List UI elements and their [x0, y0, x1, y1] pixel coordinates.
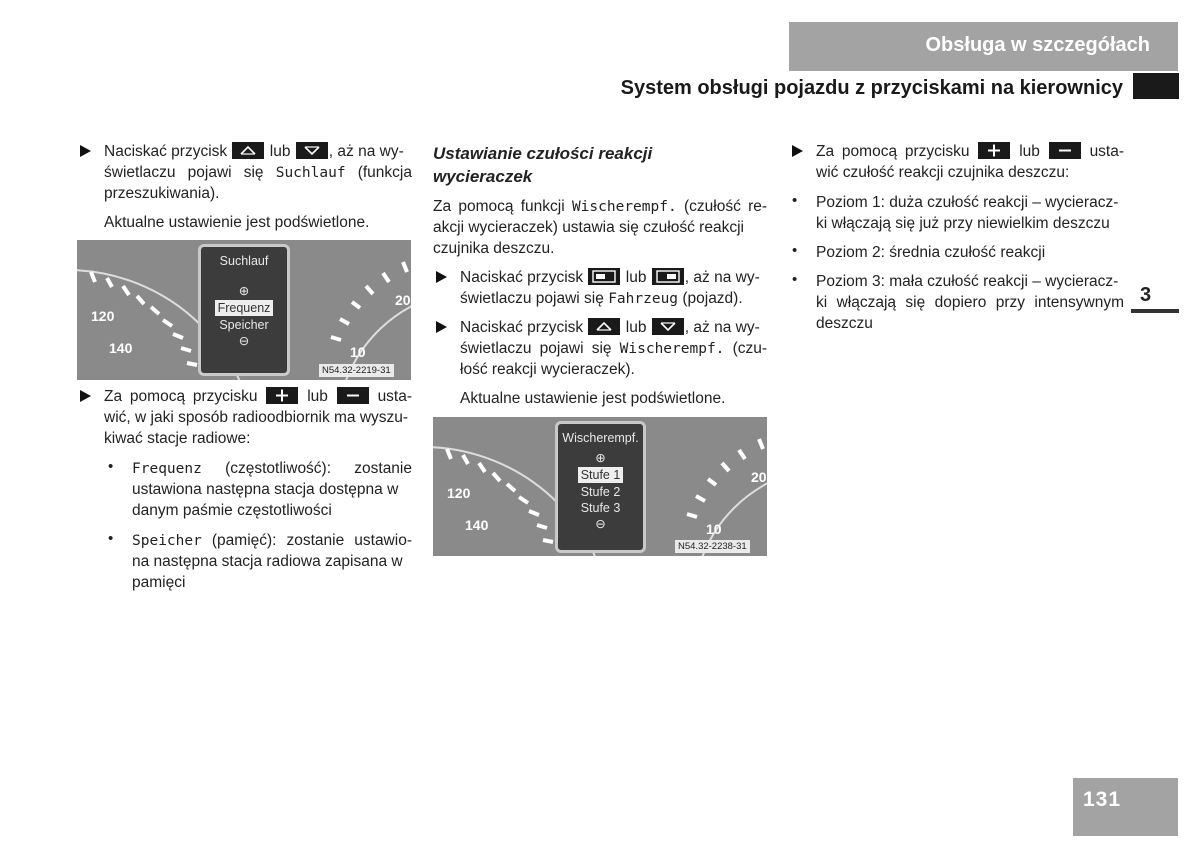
- plus-circle-icon: ⊕: [238, 284, 250, 298]
- col1-step1-line1: Naciskać przycisk lub , aż na wy-: [104, 143, 404, 160]
- instrument-cluster-figure-2: [433, 417, 767, 556]
- step-arrow-icon: [80, 145, 91, 157]
- gauge-number: 10: [350, 344, 366, 360]
- col1-bullet2-line2: na następna stacja radiowa zapisana w: [132, 553, 403, 570]
- display-title: Suchlauf: [219, 254, 269, 268]
- step-arrow-icon: [436, 321, 447, 333]
- col1-bullet1-line2: ustawiona następna stacja dostępna w: [132, 481, 399, 498]
- page-number: 131: [1083, 788, 1122, 811]
- plus-circle-icon: ⊕: [595, 451, 606, 465]
- bullet-dot: •: [108, 458, 114, 475]
- bullet-dot: •: [792, 192, 798, 209]
- up-key-icon: [588, 318, 620, 335]
- col1-step1-line3: przeszukiwania).: [104, 185, 220, 202]
- page-number-box: [1073, 778, 1178, 836]
- gauge-number: 120: [447, 485, 471, 501]
- col3-bullet3-line3: deszczu: [816, 315, 873, 332]
- chapter-number: 3: [1140, 284, 1152, 306]
- gauge-number: 120: [91, 308, 115, 324]
- minus-circle-icon: ⊖: [238, 334, 250, 348]
- bullet-dot: •: [792, 271, 798, 288]
- col3-bullet1-line1: Poziom 1: duża czułość reakcji – wycieracz-: [816, 194, 1119, 211]
- display-selected-item: Frequenz: [201, 300, 287, 316]
- section-title: Obsługa w szczegółach: [925, 34, 1150, 56]
- col2-intro-line3: czujnika deszczu.: [433, 240, 555, 257]
- step-arrow-icon: [80, 390, 91, 402]
- col1-bullet2-line3: pamięci: [132, 574, 186, 591]
- multifunction-display: [555, 421, 646, 553]
- col2-step1-line1: Naciskać przycisk lub , aż na wy-: [460, 269, 760, 286]
- col2-intro-line1: Za pomocą funkcji Wischerempf. (czułość re-: [433, 198, 768, 215]
- up-key-icon: [232, 142, 264, 159]
- col1-step1-line2: świetlaczu pojawi się Suchlauf (funkcja: [104, 164, 412, 181]
- display-title: Wischerempf.: [562, 431, 639, 445]
- figure-code: N54.32-2219-31: [319, 364, 394, 377]
- multifunction-display: [198, 244, 290, 376]
- plus-key-icon: [266, 387, 298, 404]
- plus-key-icon: [978, 142, 1010, 159]
- col1-bullet1-line1: Frequenz (częstotliwość): zostanie: [132, 460, 412, 477]
- col2-intro-line2: akcji wycieraczek) ustawia się czułość reakcji: [433, 219, 744, 236]
- step-arrow-icon: [436, 271, 447, 283]
- display-item: Speicher: [219, 318, 269, 332]
- minus-key-icon: [1049, 142, 1081, 159]
- col1-bullet2-line1: Speicher (pamięć): zostanie ustawio-: [132, 532, 412, 549]
- col2-step1-line2: świetlaczu pojawi się Fahrzeug (pojazd).: [460, 290, 743, 307]
- display-left-key-icon: [588, 268, 620, 285]
- col3-step-line2: wić czułość reakcji czujnika deszczu:: [816, 164, 1070, 181]
- col3-bullet1-line2: ki włączają się już przy niewielkim deszczu: [816, 215, 1110, 232]
- col1-bullet1-line3: danym paśmie częstotliwości: [132, 502, 332, 519]
- col2-step2-line3: łość reakcji wycieraczek).: [460, 361, 635, 378]
- bullet-dot: •: [792, 242, 798, 259]
- display-item: Stufe 2: [580, 485, 621, 499]
- bullet-dot: •: [108, 530, 114, 547]
- gauge-number: 20: [751, 469, 767, 485]
- display-right-key-icon: [652, 268, 684, 285]
- step-arrow-icon: [792, 145, 803, 157]
- col1-note: Aktualne ustawienie jest podświetlone.: [104, 214, 370, 231]
- col3-bullet3-line1: Poziom 3: mała czułość reakcji – wycieracz-: [816, 273, 1119, 290]
- down-key-icon: [296, 142, 328, 159]
- page-subtitle: System obsługi pojazdu z przyciskami na kierownicy: [620, 77, 1123, 99]
- section-header: [789, 22, 1178, 71]
- section-heading: Ustawianie czułości reakcji: [433, 144, 653, 163]
- col3-bullet2-line1: Poziom 2: średnia czułość reakcji: [816, 244, 1046, 261]
- chapter-underline: [1131, 309, 1179, 313]
- subtitle-marker-bar: [1133, 73, 1179, 99]
- col3-step-line1: Za pomocą przycisku lub usta-: [816, 143, 1125, 160]
- col1-step2-line2: wić, w jaki sposób radioodbiornik ma wyszu-: [104, 409, 409, 426]
- down-key-icon: [652, 318, 684, 335]
- instrument-cluster-figure-1: [77, 240, 411, 380]
- minus-circle-icon: ⊖: [595, 517, 606, 531]
- figure-code: N54.32-2238-31: [675, 540, 750, 553]
- col2-step2-line1: Naciskać przycisk lub , aż na wy-: [460, 319, 760, 336]
- display-item: Stufe 3: [580, 501, 621, 515]
- gauge-number: 20: [395, 292, 411, 308]
- col2-note: Aktualne ustawienie jest podświetlone.: [460, 390, 726, 407]
- gauge-number: 140: [465, 517, 489, 533]
- gauge-number: 10: [706, 521, 722, 537]
- col3-bullet3-line2: ki włączają się dopiero przy intensywnym: [816, 294, 1124, 311]
- col1-step2-line1: Za pomocą przycisku lub usta-: [104, 388, 413, 405]
- gauge-number: 140: [109, 340, 133, 356]
- section-heading: wycieraczek: [433, 167, 533, 186]
- col2-step2-line2: świetlaczu pojawi się Wischerempf. (czu-: [460, 340, 768, 357]
- col1-step2-line3: kiwać stacje radiowe:: [104, 430, 251, 447]
- display-selected-item: Stufe 1: [558, 467, 643, 483]
- minus-key-icon: [337, 387, 369, 404]
